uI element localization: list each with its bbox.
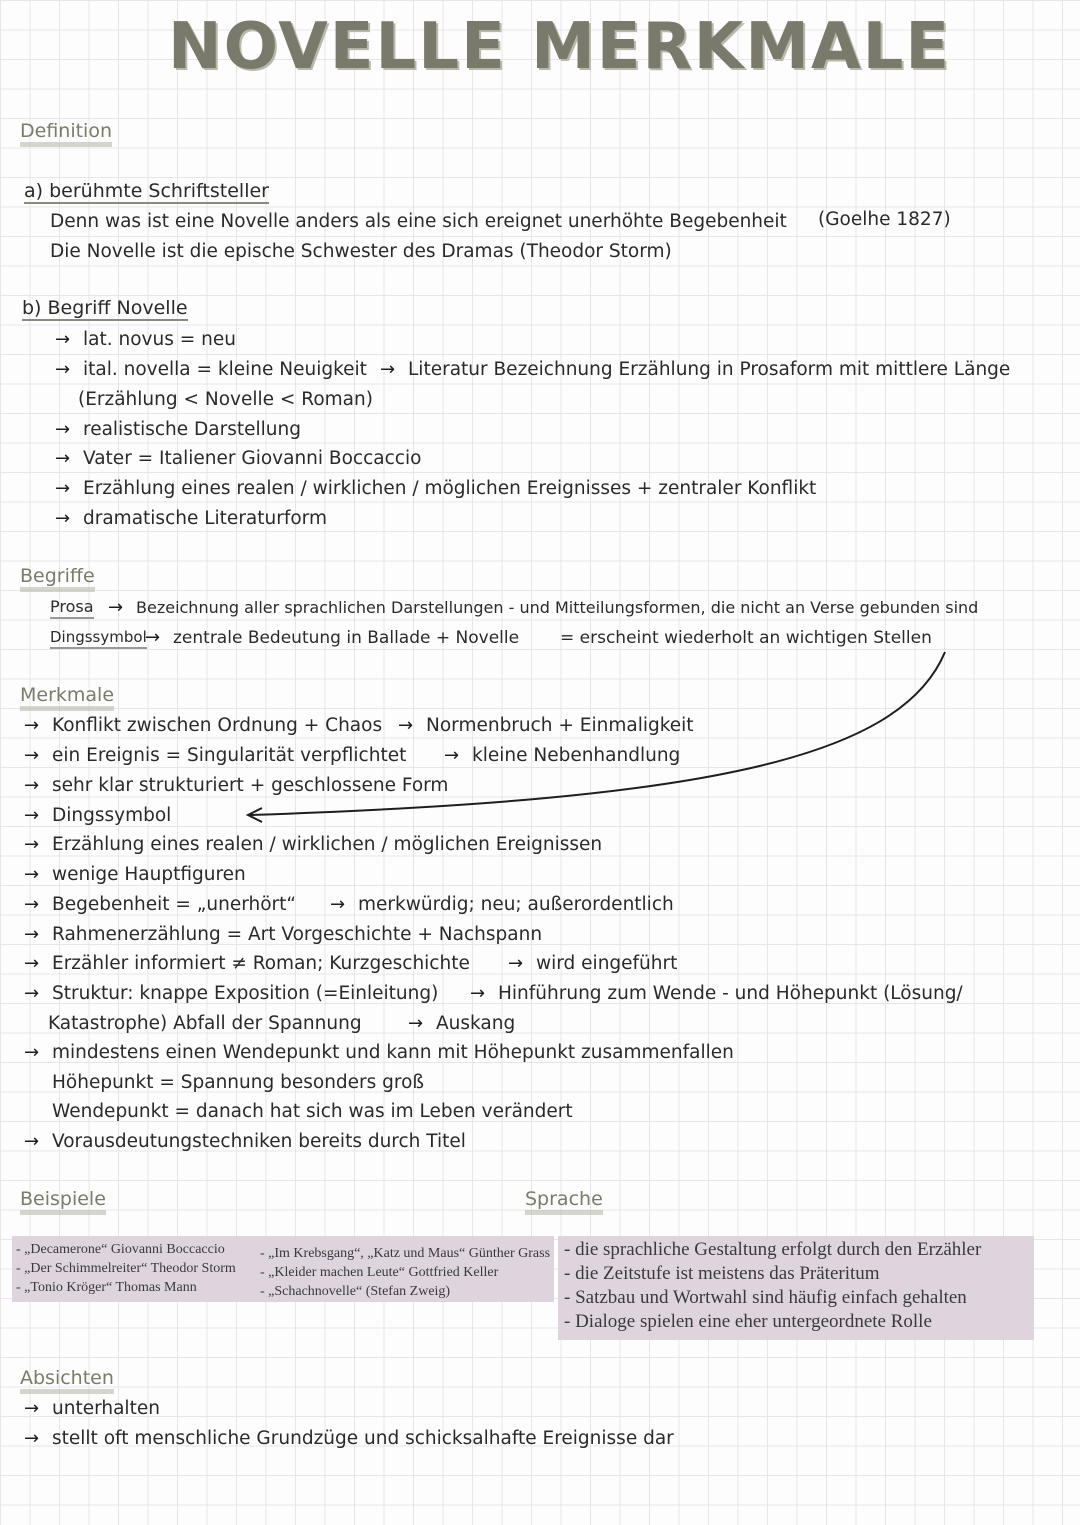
b-item: → dramatische Literaturform <box>55 508 327 529</box>
arrow-right-icon: → <box>108 597 124 618</box>
merkmal-extra: → kleine Nebenhandlung <box>444 745 681 766</box>
sprache-item: - die sprachliche Gestaltung erfolgt durch den Erzähler <box>564 1239 982 1260</box>
b-item: → ital. novella = kleine Neuigkeit <box>55 359 367 380</box>
merkmal-item: → Rahmenerzählung = Art Vorgeschichte + Nachspann <box>24 924 543 945</box>
prosa-definition: → Bezeichnung aller sprachlichen Darstellungen - und Mitteilungsformen, die nicht an Verse gebunden sind <box>108 597 979 618</box>
arrow-right-icon: → <box>24 953 40 974</box>
arrow-right-icon: → <box>408 1013 424 1034</box>
arrow-right-icon: → <box>508 953 524 974</box>
arrow-right-icon: → <box>55 448 71 469</box>
arrow-right-icon: → <box>398 715 414 736</box>
beispiele-box <box>12 1236 554 1302</box>
merkmal-extra: → merkwürdig; neu; außerordentlich <box>330 894 674 915</box>
b-item: (Erzählung < Novelle < Roman) <box>78 389 373 410</box>
arrow-right-icon: → <box>380 359 396 380</box>
merkmal-extra: → Auskang <box>408 1013 516 1034</box>
arrow-right-icon: → <box>145 627 161 648</box>
connector-arrow-path <box>250 652 945 815</box>
absicht-item: → unterhalten <box>24 1398 160 1419</box>
merkmal-item: → Erzähler informiert ≠ Roman; Kurzgeschichte <box>24 953 470 974</box>
dingssymbol-extra: = erscheint wiederholt an wichtigen Stellen <box>560 628 932 648</box>
merkmal-item-continued: Katastrophe) Abfall der Spannung <box>48 1013 362 1034</box>
beispiel-item: - „Schachnovelle“ (Stefan Zweig) <box>260 1284 451 1299</box>
definition-b-heading: b) Begriff Novelle <box>22 297 188 319</box>
arrow-right-icon: → <box>24 924 40 945</box>
arrow-right-icon: → <box>55 329 71 350</box>
sprache-item: - Satzbau und Wortwahl sind häufig einfach gehalten <box>564 1287 967 1308</box>
merkmal-item: → mindestens einen Wendepunkt und kann mit Höhepunkt zusammenfallen <box>24 1042 734 1063</box>
beispiel-item: - „Der Schimmelreiter“ Theodor Storm <box>16 1261 236 1276</box>
arrow-right-icon: → <box>55 508 71 529</box>
merkmal-item: → Konflikt zwischen Ordnung + Chaos <box>24 715 383 736</box>
term-dingssymbol: Dingssymbol <box>50 627 147 649</box>
merkmal-extra: → wird eingeführt <box>508 953 678 974</box>
absicht-item: → stellt oft menschliche Grundzüge und schicksalhafte Ereignisse dar <box>24 1428 674 1449</box>
sprache-box <box>558 1236 1034 1340</box>
definition-a-source: (Goelhe 1827) <box>818 209 951 230</box>
beispiel-item: - „Kleider machen Leute“ Gottfried Keller <box>260 1265 499 1280</box>
arrow-right-icon: → <box>24 1042 40 1063</box>
arrow-right-icon: → <box>24 834 40 855</box>
merkmal-item: → Begebenheit = „unerhört“ <box>24 894 296 915</box>
arrow-right-icon: → <box>55 478 71 499</box>
b-item: → lat. novus = neu <box>55 329 236 350</box>
b-item: → Erzählung eines realen / wirklichen / möglichen Ereignisses + zentraler Konflikt <box>55 478 817 499</box>
section-sprache: Sprache <box>525 1188 603 1215</box>
section-definition: Definition <box>20 120 112 147</box>
arrow-right-icon: → <box>24 1428 40 1449</box>
arrow-right-icon: → <box>24 894 40 915</box>
merkmal-item: Wendepunkt = danach hat sich was im Leben verändert <box>52 1101 573 1122</box>
definition-a-heading: a) berühmte Schriftsteller <box>24 180 269 202</box>
definition-a-line1: Denn was ist eine Novelle anders als eine sich ereignet unerhöhte Begebenheit <box>50 211 787 232</box>
merkmal-item: Höhepunkt = Spannung besonders groß <box>52 1072 425 1093</box>
arrow-right-icon: → <box>24 1398 40 1419</box>
section-merkmale: Merkmale <box>20 684 114 711</box>
beispiel-item: - „Tonio Kröger“ Thomas Mann <box>16 1280 197 1295</box>
merkmal-item: → Vorausdeutungstechniken bereits durch Titel <box>24 1131 466 1152</box>
merkmal-item: → Struktur: knappe Exposition (=Einleitung) <box>24 983 439 1004</box>
b-item: → realistische Darstellung <box>55 419 301 440</box>
arrow-right-icon: → <box>24 775 40 796</box>
arrow-right-icon: → <box>24 1131 40 1152</box>
arrow-right-icon: → <box>470 983 486 1004</box>
arrow-right-icon: → <box>24 805 40 826</box>
merkmal-item: → wenige Hauptfiguren <box>24 864 246 885</box>
arrow-right-icon: → <box>330 894 346 915</box>
merkmal-item: → Erzählung eines realen / wirklichen / möglichen Ereignissen <box>24 834 603 855</box>
merkmal-item: → ein Ereignis = Singularität verpflichtet <box>24 745 407 766</box>
merkmal-item: → Dingssymbol <box>24 805 172 826</box>
section-begriffe: Begriffe <box>20 565 95 592</box>
merkmal-extra: → Normenbruch + Einmaligkeit <box>398 715 694 736</box>
b-item-extra: → Literatur Bezeichnung Erzählung in Prosaform mit mittlere Länge <box>380 359 1011 380</box>
arrow-right-icon: → <box>24 983 40 1004</box>
b-item: → Vater = Italiener Giovanni Boccaccio <box>55 448 422 469</box>
beispiel-item: - „Im Krebsgang“, „Katz und Maus“ Günther Grass <box>260 1246 551 1261</box>
term-prosa: Prosa <box>50 597 94 619</box>
arrow-right-icon: → <box>55 419 71 440</box>
sprache-item: - die Zeitstufe ist meistens das Präteritum <box>564 1263 880 1284</box>
arrow-right-icon: → <box>24 864 40 885</box>
sprache-item: - Dialoge spielen eine eher untergeordnete Rolle <box>564 1311 932 1332</box>
merkmal-item: → sehr klar strukturiert + geschlossene Form <box>24 775 449 796</box>
arrow-right-icon: → <box>55 359 71 380</box>
section-beispiele: Beispiele <box>20 1188 106 1215</box>
arrow-right-icon: → <box>444 745 460 766</box>
arrow-right-icon: → <box>24 715 40 736</box>
beispiel-item: - „Decamerone“ Giovanni Boccaccio <box>16 1242 225 1257</box>
definition-a-line2: Die Novelle ist die epische Schwester des Dramas (Theodor Storm) <box>50 241 672 262</box>
section-absichten: Absichten <box>20 1367 114 1394</box>
arrow-right-icon: → <box>24 745 40 766</box>
page-title: NOVELLE MERKMALE <box>168 10 952 84</box>
dingssymbol-definition: → zentrale Bedeutung in Ballade + Novelle <box>145 627 520 648</box>
merkmal-extra: → Hinführung zum Wende - und Höhepunkt (Lösung/ <box>470 983 963 1004</box>
